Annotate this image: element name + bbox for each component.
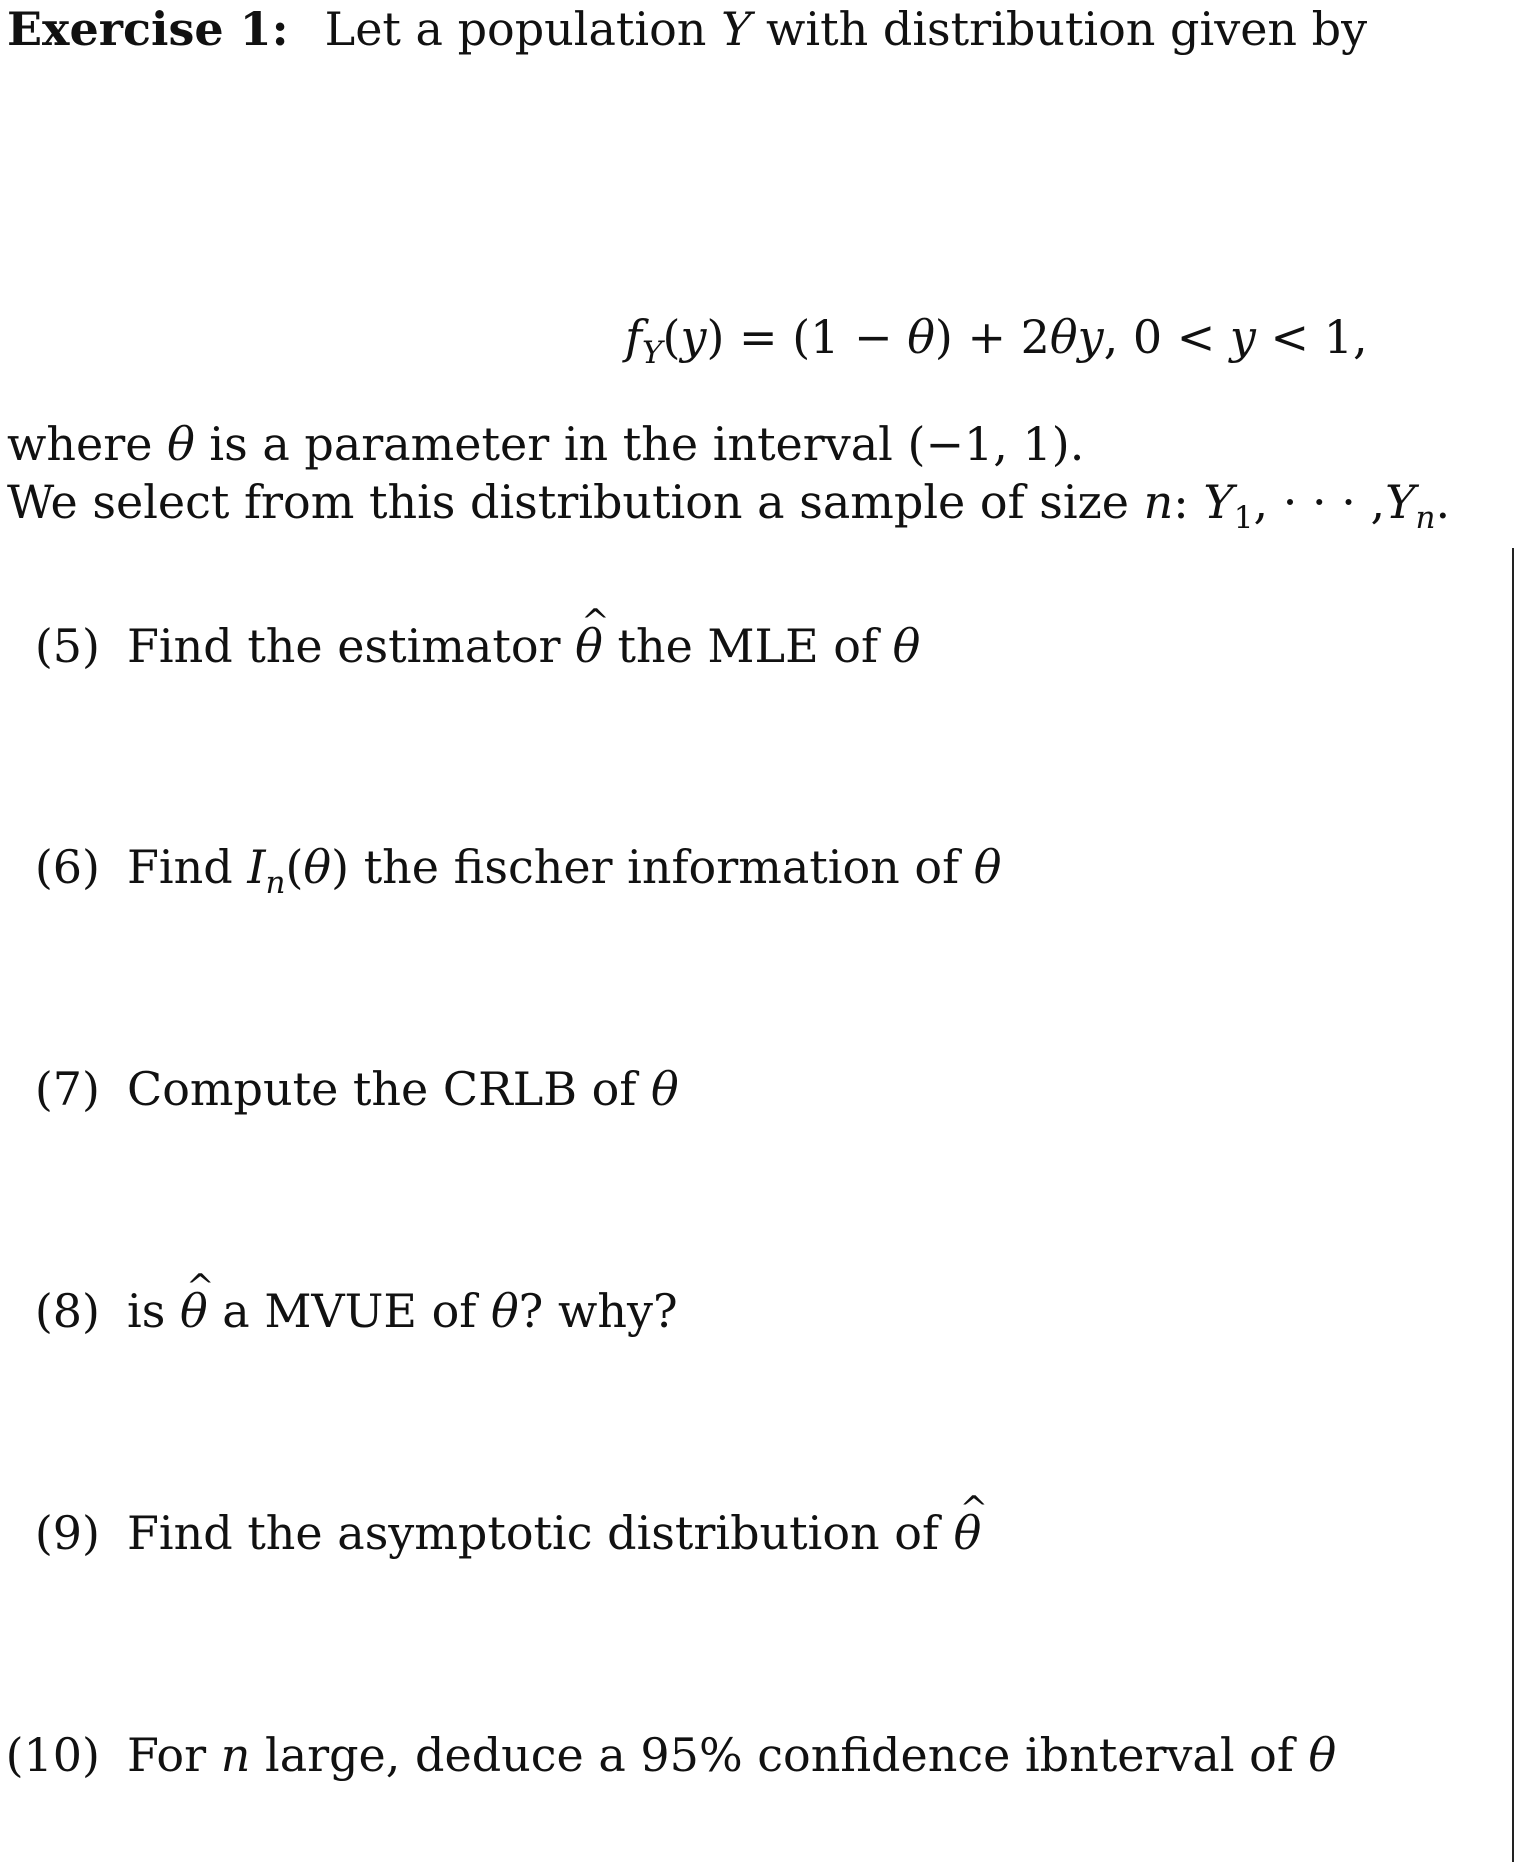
formula-subscript: Y — [642, 335, 663, 371]
theta-symbol: θ — [1308, 1728, 1337, 1782]
theta-symbol: θ — [892, 619, 921, 673]
formula-y-2: y — [1229, 310, 1256, 364]
sample-size-variable: n — [1143, 475, 1174, 529]
fisher-information-symbol: I — [247, 840, 266, 894]
heading-text-prefix: Let a population — [324, 2, 722, 56]
where-suffix: is a parameter in the interval (−1, 1). — [194, 417, 1085, 471]
question-10-text-a: For — [127, 1728, 221, 1782]
question-number: (7) — [34, 1062, 100, 1116]
question-text — [127, 1062, 679, 1116]
question-5-text-b: the MLE of — [602, 619, 893, 673]
theta-symbol: θ — [303, 840, 332, 894]
formula-theta-2: θ — [1049, 310, 1078, 364]
formula-rhs-c: , 0 < — [1103, 310, 1230, 364]
question-9 — [0, 1506, 1400, 1568]
question-text — [127, 1728, 1337, 1782]
right-border-line — [1512, 548, 1514, 1862]
parameter-description — [7, 417, 1085, 471]
question-number: (6) — [34, 840, 100, 894]
exercise-heading — [7, 2, 1368, 56]
question-6-text-b: ( — [285, 840, 304, 894]
theta-symbol-end: θ — [973, 840, 1002, 894]
sample-period: . — [1435, 475, 1451, 529]
question-8-text-c: ? why? — [518, 1284, 678, 1338]
question-number: (5) — [34, 619, 100, 673]
sample-first-variable: Y — [1203, 475, 1234, 529]
question-7-text-a: Compute the CRLB of — [127, 1062, 652, 1116]
theta-symbol: θ — [651, 1062, 679, 1116]
sample-colon: : — [1173, 475, 1204, 529]
formula-rhs-b: ) + 2 — [934, 310, 1050, 364]
question-text — [127, 619, 921, 673]
question-6-text-a: Find — [127, 840, 248, 894]
fisher-information-subscript: n — [265, 865, 286, 901]
distribution-formula — [625, 310, 1368, 371]
sample-last-variable: Y — [1385, 475, 1416, 529]
sample-first-subscript: 1 — [1233, 500, 1254, 536]
question-9-text-a: Find the asymptotic distribution of — [127, 1506, 954, 1560]
where-theta: θ — [167, 417, 195, 471]
formula-y-1: y — [1077, 310, 1104, 364]
question-6-text-c: ) the fischer information of — [331, 840, 974, 894]
question-10-text-b: large, deduce a 95% confidence ibnterval of — [250, 1728, 1309, 1782]
question-number: (9) — [34, 1506, 100, 1560]
theta-hat-symbol: ^ θ — [954, 1510, 982, 1556]
formula-argument: y — [680, 310, 707, 364]
question-8-text-b: a MVUE of — [207, 1284, 491, 1338]
question-8-text-a: is — [127, 1284, 180, 1338]
sample-ellipsis: , · · · , — [1253, 475, 1386, 529]
formula-open-paren: ( — [662, 310, 681, 364]
population-variable: Y — [721, 2, 752, 56]
question-7 — [0, 1062, 1400, 1124]
theta-hat-symbol: ^ θ — [575, 623, 603, 669]
question-5-text-a: Find the estimator — [127, 619, 576, 673]
question-8 — [0, 1284, 1400, 1346]
question-5 — [0, 619, 1400, 681]
sample-prefix: We select from this distribution a sample of size — [7, 475, 1144, 529]
exercise-label: Exercise 1: — [7, 2, 289, 56]
question-number: (10) — [5, 1728, 100, 1782]
question-text — [127, 1284, 678, 1338]
question-text — [127, 1506, 982, 1560]
question-10 — [0, 1728, 1400, 1790]
formula-function: f — [625, 310, 643, 364]
question-number: (8) — [34, 1284, 100, 1338]
sample-size-variable: n — [220, 1728, 251, 1782]
where-prefix: where — [7, 417, 168, 471]
question-text — [127, 840, 1002, 901]
formula-rhs-a: = (1 − — [724, 310, 908, 364]
question-6 — [0, 840, 1400, 902]
theta-symbol: θ — [490, 1284, 519, 1338]
theta-hat-symbol: ^ θ — [180, 1288, 208, 1334]
formula-close-paren: ) — [706, 310, 725, 364]
heading-text-suffix: with distribution given by — [751, 2, 1368, 56]
sample-description — [7, 475, 1451, 536]
formula-rhs-d: < 1, — [1255, 310, 1368, 364]
sample-last-subscript: n — [1415, 500, 1436, 536]
formula-theta-1: θ — [907, 310, 935, 364]
